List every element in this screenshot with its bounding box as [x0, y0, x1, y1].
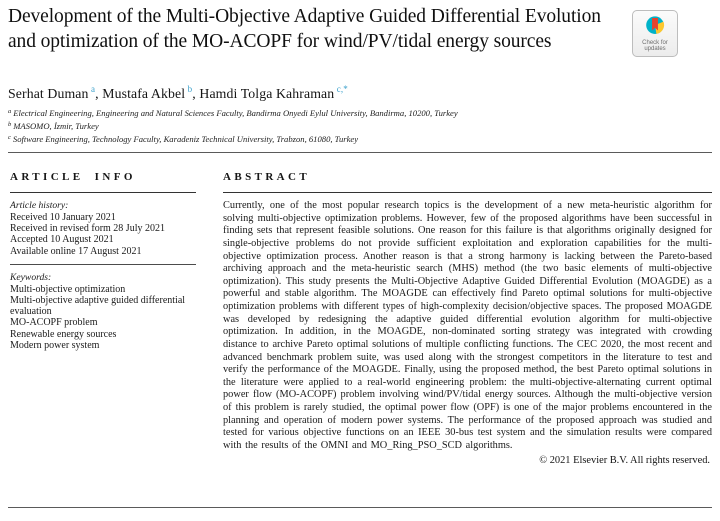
paper-title: Development of the Multi-Objective Adaptive Guided Differential Evolution and optimization of the MO-ACOPF for wind/PV/tidal energy sources: [8, 6, 601, 52]
affiliation-line: [8, 106, 458, 119]
abstract-column: [223, 171, 712, 466]
author: [8, 86, 95, 101]
author-name: Serhat Duman: [8, 86, 89, 101]
author-separator: ,: [95, 86, 103, 101]
keyword-item: Renewable energy sources: [10, 328, 117, 340]
affiliation-text: Electrical Engineering, Engineering and Natural Sciences Faculty, Bandirma Onyedi Eylul University, Bandirma, 10200, Turkey: [13, 108, 458, 118]
check-for-updates-label: Check for updates: [642, 39, 668, 52]
article-history-item: Received 10 January 2021: [10, 212, 116, 223]
author-name: Hamdi Tolga Kahraman: [199, 86, 335, 101]
author-affiliation-marker: b: [187, 84, 193, 94]
info-divider-rule: [10, 264, 196, 265]
keywords-label: Keywords:: [10, 271, 52, 283]
article-info-heading: ARTICLE INFO: [10, 171, 196, 193]
author-separator: ,: [192, 86, 200, 101]
footer-divider-rule: [8, 507, 712, 508]
author-affiliation-marker: c,*: [336, 84, 348, 94]
affiliation-marker: c: [8, 134, 11, 141]
article-history-label: Article history:: [10, 200, 69, 211]
author-list: [8, 84, 348, 102]
keyword-item: Multi-objective adaptive guided differential evaluation: [10, 295, 186, 318]
affiliation-text: MASOMO, İzmir, Turkey: [13, 121, 99, 131]
crossmark-icon: [644, 15, 666, 39]
keyword-item: Modern power system: [10, 339, 100, 351]
affiliation-list: [8, 106, 458, 145]
abstract-heading: ABSTRACT: [223, 171, 712, 193]
author: [199, 86, 347, 101]
keyword-item: MO-ACOPF problem: [10, 317, 98, 329]
author: [102, 86, 192, 101]
author-affiliation-marker: a: [91, 84, 96, 94]
abstract-text: Currently, one of the most popular research topics is the development of a new meta-heuristic algorithm for solving multi-objective optimization problems. However, few of the proposed algorithms have been successful in finding sets that represent feasible solutions. One reason for this failure is that algorithms originally designed for single-objective problems do not provide sufficient exploitation and exploration capabilities for the multi-objective optimization process. Another reason is that a strong harmony is lacking between the Pareto-based archiving approach and the meta-heuristic search (MHS) method (the two basic elements of multi-objective optimization). This study presents the Multi-Objective Adaptive Guided Differential Evolution (MOAGDE) as a powerful and stable algorithm. The MOAGDE can effectively find Pareto optimal solutions for multi-objective optimization problems with different types of high-complexity decision/objective spaces. The proposed MOAGDE was developed by redesigning the adaptive guided differential evolution algorithm for multi-objective optimization. In addition, in the MOAGDE, non-dominated sorting strategy was integrated with crowding distance to archive Pareto optimal solutions of multiple conflicting functions. The CEC 2020, the most recent and advanced benchmark problem suite, was used along with the strongest competitors in the literature to test and verify the performance of the MOAGDE. Finally, using the proposed method, the best Pareto optimal solutions in the literature were applied to a real-world engineering problem: the multi-objective-alternating current optimal power flow (MO-ACOPF) problem involving wind/PV/tidal energy sources. Although the multi-objective version of this problem is rarely studied, the optimal power flow (OPF) is one of the major problems encountered in the planning and operation of modern power systems. The performance of the proposed approach was studied and tested for various objective functions on an IEEE 30-bus test system and the simulation results were compared with the results of the OMNI and MO_Ring_PSO_SCD algorithms.: [223, 200, 712, 451]
author-name: Mustafa Akbel: [102, 86, 186, 101]
keyword-item: Multi-objective optimization: [10, 283, 126, 295]
header-divider-rule: [8, 152, 712, 153]
affiliation-line: [8, 132, 458, 145]
check-for-updates-badge[interactable]: [632, 10, 678, 57]
article-history-item: Accepted 10 August 2021: [10, 234, 114, 246]
affiliation-marker: b: [8, 121, 12, 128]
affiliation-marker: a: [8, 108, 12, 115]
article-info-column: [10, 171, 196, 351]
article-history-item: Available online 17 August 2021: [10, 245, 142, 257]
article-history-list: [10, 212, 196, 257]
keywords-list: [10, 284, 196, 351]
affiliation-text: Software Engineering, Technology Faculty, Karadeniz Technical University, Trabzon, 61080, Turkey: [12, 134, 359, 144]
copyright-line: © 2021 Elsevier B.V. All rights reserved.: [539, 454, 710, 466]
affiliation-line: [8, 119, 458, 132]
article-history-item: Received in revised form 28 July 2021: [10, 223, 165, 235]
